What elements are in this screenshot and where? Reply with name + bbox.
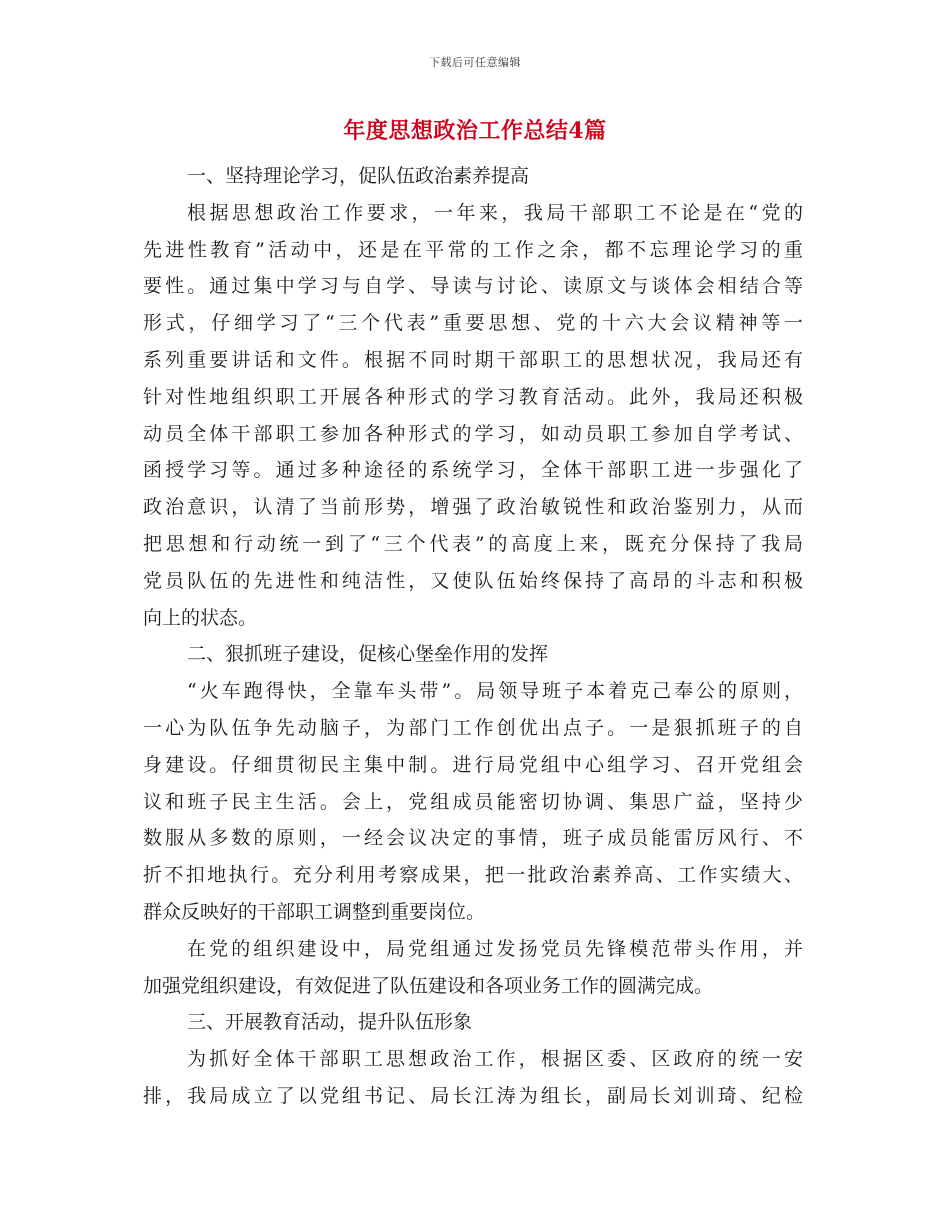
paragraph-line: “火车跑得快，全靠车头带”。局领导班子本着克己奉公的原则，	[187, 680, 803, 703]
paragraph-line: 排，我局成立了以党组书记、局长江涛为组长，副局长刘训琦、纪检	[143, 1084, 803, 1107]
section-heading: 三、开展教育活动，提升队伍形象	[187, 1011, 473, 1034]
paragraph-line: 折不扣地执行。充分利用考察成果，把一批政治素养高、工作实绩大、	[143, 864, 803, 887]
paragraph-line: 根据思想政治工作要求，一年来，我局干部职工不论是在“党的	[187, 201, 803, 224]
paragraph-line: 把思想和行动统一到了“三个代表”的高度上来，既充分保持了我局	[143, 532, 803, 555]
paragraph-line: 系列重要讲话和文件。根据不同时期干部职工的思想状况，我局还有	[143, 348, 803, 371]
paragraph-line: 数服从多数的原则，一经会议决定的事情，班子成员能雷厉风行、不	[143, 827, 803, 850]
paragraph-line: 议和班子民主生活。会上，党组成员能密切协调、集思广益，坚持少	[143, 790, 803, 813]
paragraph-line: 身建设。仔细贯彻民主集中制。进行局党组中心组学习、召开党组会	[143, 753, 803, 776]
document-title: 年度思想政治工作总结4篇	[343, 118, 607, 144]
paragraph-line: 向上的状态。	[143, 606, 258, 629]
section-heading: 一、坚持理论学习，促队伍政治素养提高	[187, 165, 530, 187]
paragraph-line: 加强党组织建设，有效促进了队伍建设和各项业务工作的圆满完成。	[143, 974, 714, 997]
paragraph-line: 在党的组织建设中，局党组通过发扬党员先锋模范带头作用，并	[187, 937, 803, 960]
paragraph-line: 党员队伍的先进性和纯洁性，又使队伍始终保持了高昂的斗志和积极	[143, 569, 803, 592]
paragraph-line: 函授学习等。通过多种途径的系统学习，全体干部职工进一步强化了	[143, 459, 803, 482]
paragraph-line: 要性。通过集中学习与自学、导读与讨论、读原文与谈体会相结合等	[143, 275, 803, 298]
page-header-note: 下载后可任意编辑	[429, 56, 521, 69]
paragraph-line: 群众反映好的干部职工调整到重要岗位。	[143, 900, 486, 923]
paragraph-line: 政治意识，认清了当前形势，增强了政治敏锐性和政治鉴别力，从而	[143, 496, 803, 519]
section-heading: 二、狠抓班子建设，促核心堡垒作用的发挥	[187, 643, 549, 666]
paragraph-line: 一心为队伍争先动脑子，为部门工作创优出点子。一是狠抓班子的自	[143, 716, 803, 739]
paragraph-line: 为抓好全体干部职工思想政治工作，根据区委、区政府的统一安	[187, 1048, 803, 1071]
document-body	[143, 158, 803, 1115]
paragraph-line: 针对性地组织职工开展各种形式的学习教育活动。此外，我局还积极	[143, 385, 803, 408]
paragraph-line: 动员全体干部职工参加各种形式的学习，如动员职工参加自学考试、	[143, 422, 803, 445]
paragraph-line: 形式，仔细学习了“三个代表”重要思想、党的十六大会议精神等一	[143, 312, 803, 335]
paragraph-line: 先进性教育”活动中，还是在平常的工作之余，都不忘理论学习的重	[143, 238, 803, 261]
